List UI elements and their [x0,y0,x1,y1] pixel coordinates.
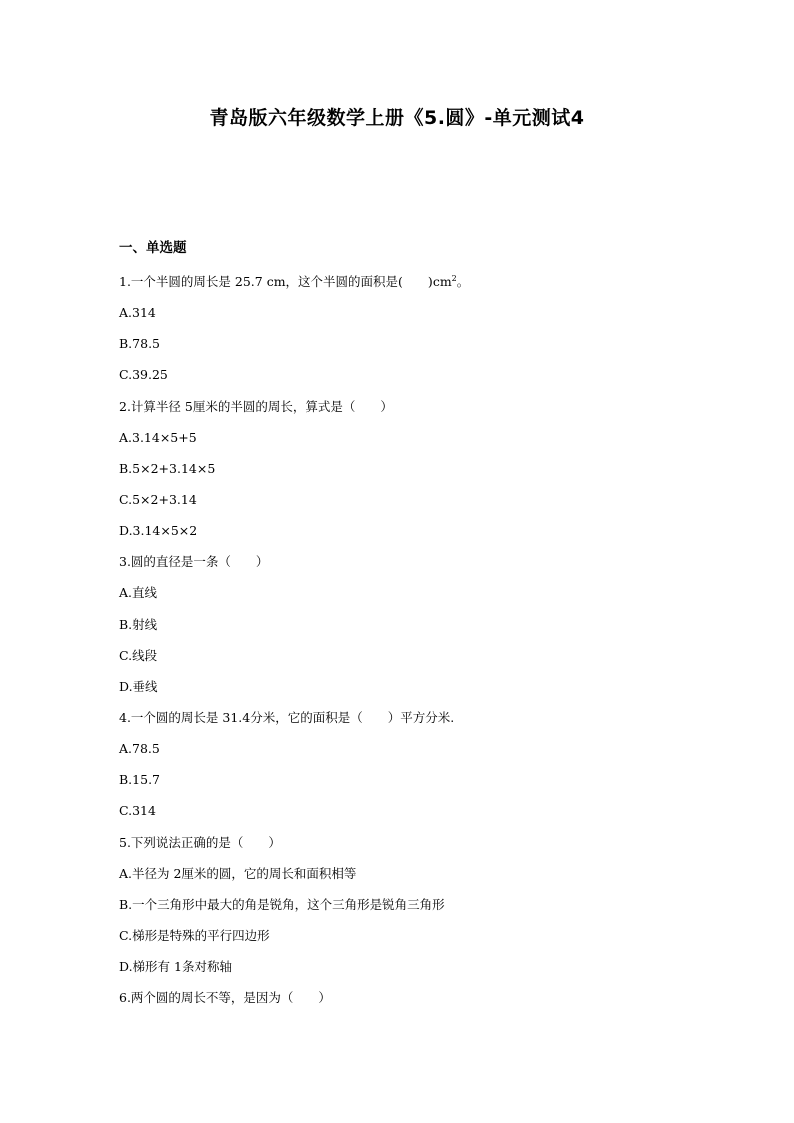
question-3-stem: 3.圆的直径是一条（ ） [119,554,269,570]
question-2-option-b: B.5×2+3.14×5 [119,460,216,476]
question-1-option-b: B.78.5 [119,336,160,352]
question-6-stem: 6.两个圆的周长不等，是因为（ ） [119,990,331,1006]
question-1-option-c: C.39.25 [119,367,168,383]
question-5-option-c: C.梯形是特殊的平行四边形 [119,927,270,943]
section-heading: 一、单选题 [119,240,187,256]
question-3-option-b: B.射线 [119,616,158,632]
question-4-option-c: C.314 [119,803,156,819]
question-1-stem: 1.一个半圆的周长是 25.7 cm，这个半圆的面积是( )$cm^2$。 [119,273,470,289]
question-3-option-d: D.垂线 [119,678,158,694]
question-4-option-a: A.78.5 [119,741,160,757]
question-2-stem: 2.计算半径 5厘米的半圆的周长，算式是（ ） [119,398,393,414]
question-3-option-a: A.直线 [119,585,158,601]
question-2-option-c: C.5×2+3.14 [119,491,197,507]
question-2-option-a: A.3.14×5+5 [119,429,197,445]
document-title: 青岛版六年级数学上册《5.圆》-单元测试4 [209,107,585,129]
question-list [119,273,699,1020]
question-5-stem: 5.下列说法正确的是（ ） [119,834,281,850]
question-4-option-b: B.15.7 [119,772,160,788]
question-5-option-a: A.半径为 2厘米的圆，它的周长和面积相等 [119,865,357,881]
question-4-stem: 4.一个圆的周长是 31.4分米，它的面积是（ ）平方分米. [119,709,455,725]
question-2-option-d: D.3.14×5×2 [119,523,198,539]
superscript: 2 [451,273,457,283]
question-3-option-c: C.线段 [119,647,158,663]
question-5-option-b: B.一个三角形中最大的角是锐角，这个三角形是锐角三角形 [119,896,445,912]
question-1-option-a: A.314 [119,305,156,321]
question-5-option-d: D.梯形有 1条对称轴 [119,959,232,975]
